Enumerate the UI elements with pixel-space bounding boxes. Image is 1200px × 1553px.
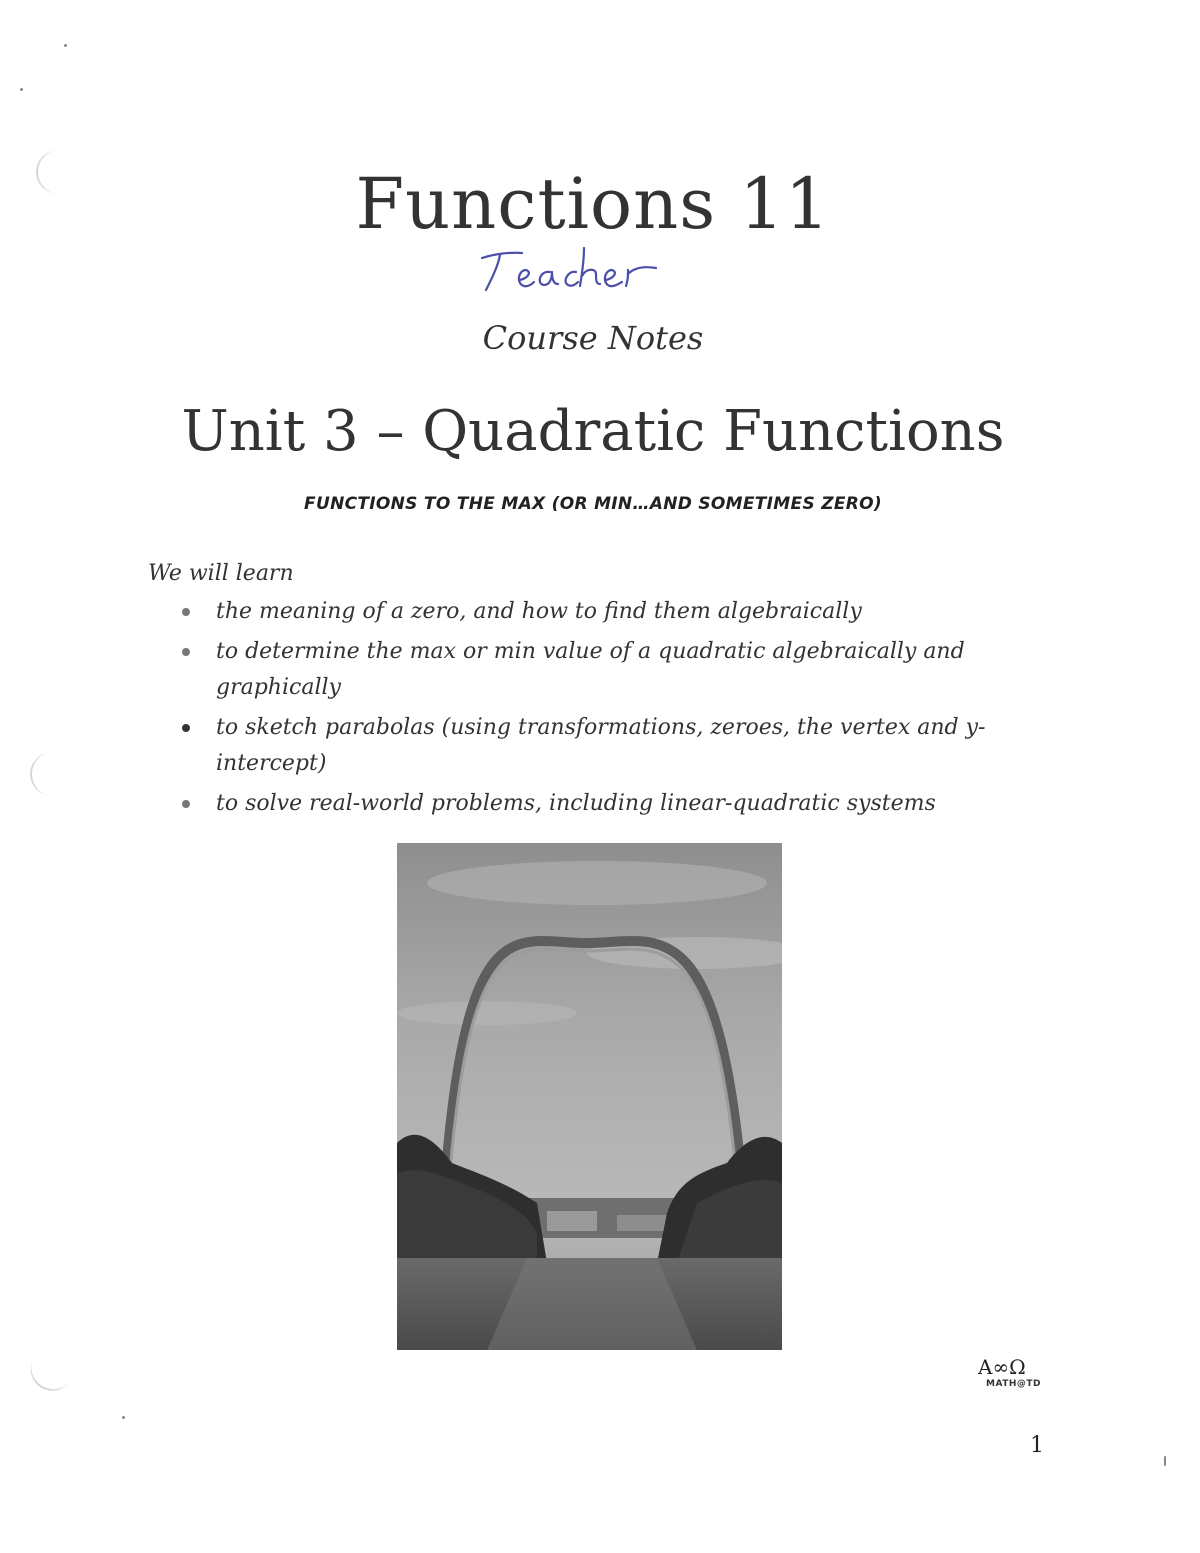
scan-speck — [20, 88, 23, 91]
scan-speck — [64, 44, 67, 47]
objective-text: to solve real-world problems, including linear-quadratic systems — [216, 791, 936, 816]
math-department-logo — [978, 1356, 1068, 1390]
binder-hole-mark — [30, 752, 76, 796]
learning-objectives-list — [176, 594, 1036, 826]
unit-tagline: FUNCTIONS TO THE MAX (OR MIN…AND SOMETIMES ZERO) — [304, 494, 882, 514]
logo-symbols: A∞Ω — [978, 1355, 1026, 1379]
handwritten-annotation — [476, 240, 696, 310]
bullet-icon — [182, 648, 190, 656]
scan-speck — [1164, 1456, 1166, 1466]
list-item — [176, 710, 1036, 782]
document-title: Functions 11 — [355, 163, 831, 245]
teacher-handwriting — [476, 240, 696, 310]
learning-intro: We will learn — [148, 561, 294, 586]
document-subtitle: Course Notes — [482, 319, 704, 357]
scan-speck — [122, 1416, 125, 1419]
objective-text: to determine the max or min value of a quadratic algebraically and graphically — [216, 639, 965, 700]
unit-title: Unit 3 – Quadratic Functions — [181, 399, 1005, 464]
bullet-icon — [182, 724, 190, 732]
logo-text: MATH@TD — [986, 1379, 1042, 1389]
bullet-icon — [182, 800, 190, 808]
list-item — [176, 786, 1036, 822]
list-item — [176, 594, 1036, 630]
binder-hole-mark — [22, 1337, 83, 1399]
arch-illustration — [397, 843, 782, 1350]
objective-text: to sketch parabolas (using transformations, zeroes, the vertex and y-intercept) — [216, 715, 986, 776]
bullet-icon — [182, 608, 190, 616]
page-number: 1 — [1030, 1433, 1044, 1458]
list-item — [176, 634, 1036, 706]
objective-text: the meaning of a zero, and how to find them algebraically — [216, 599, 862, 624]
gateway-arch-photo — [397, 843, 782, 1350]
